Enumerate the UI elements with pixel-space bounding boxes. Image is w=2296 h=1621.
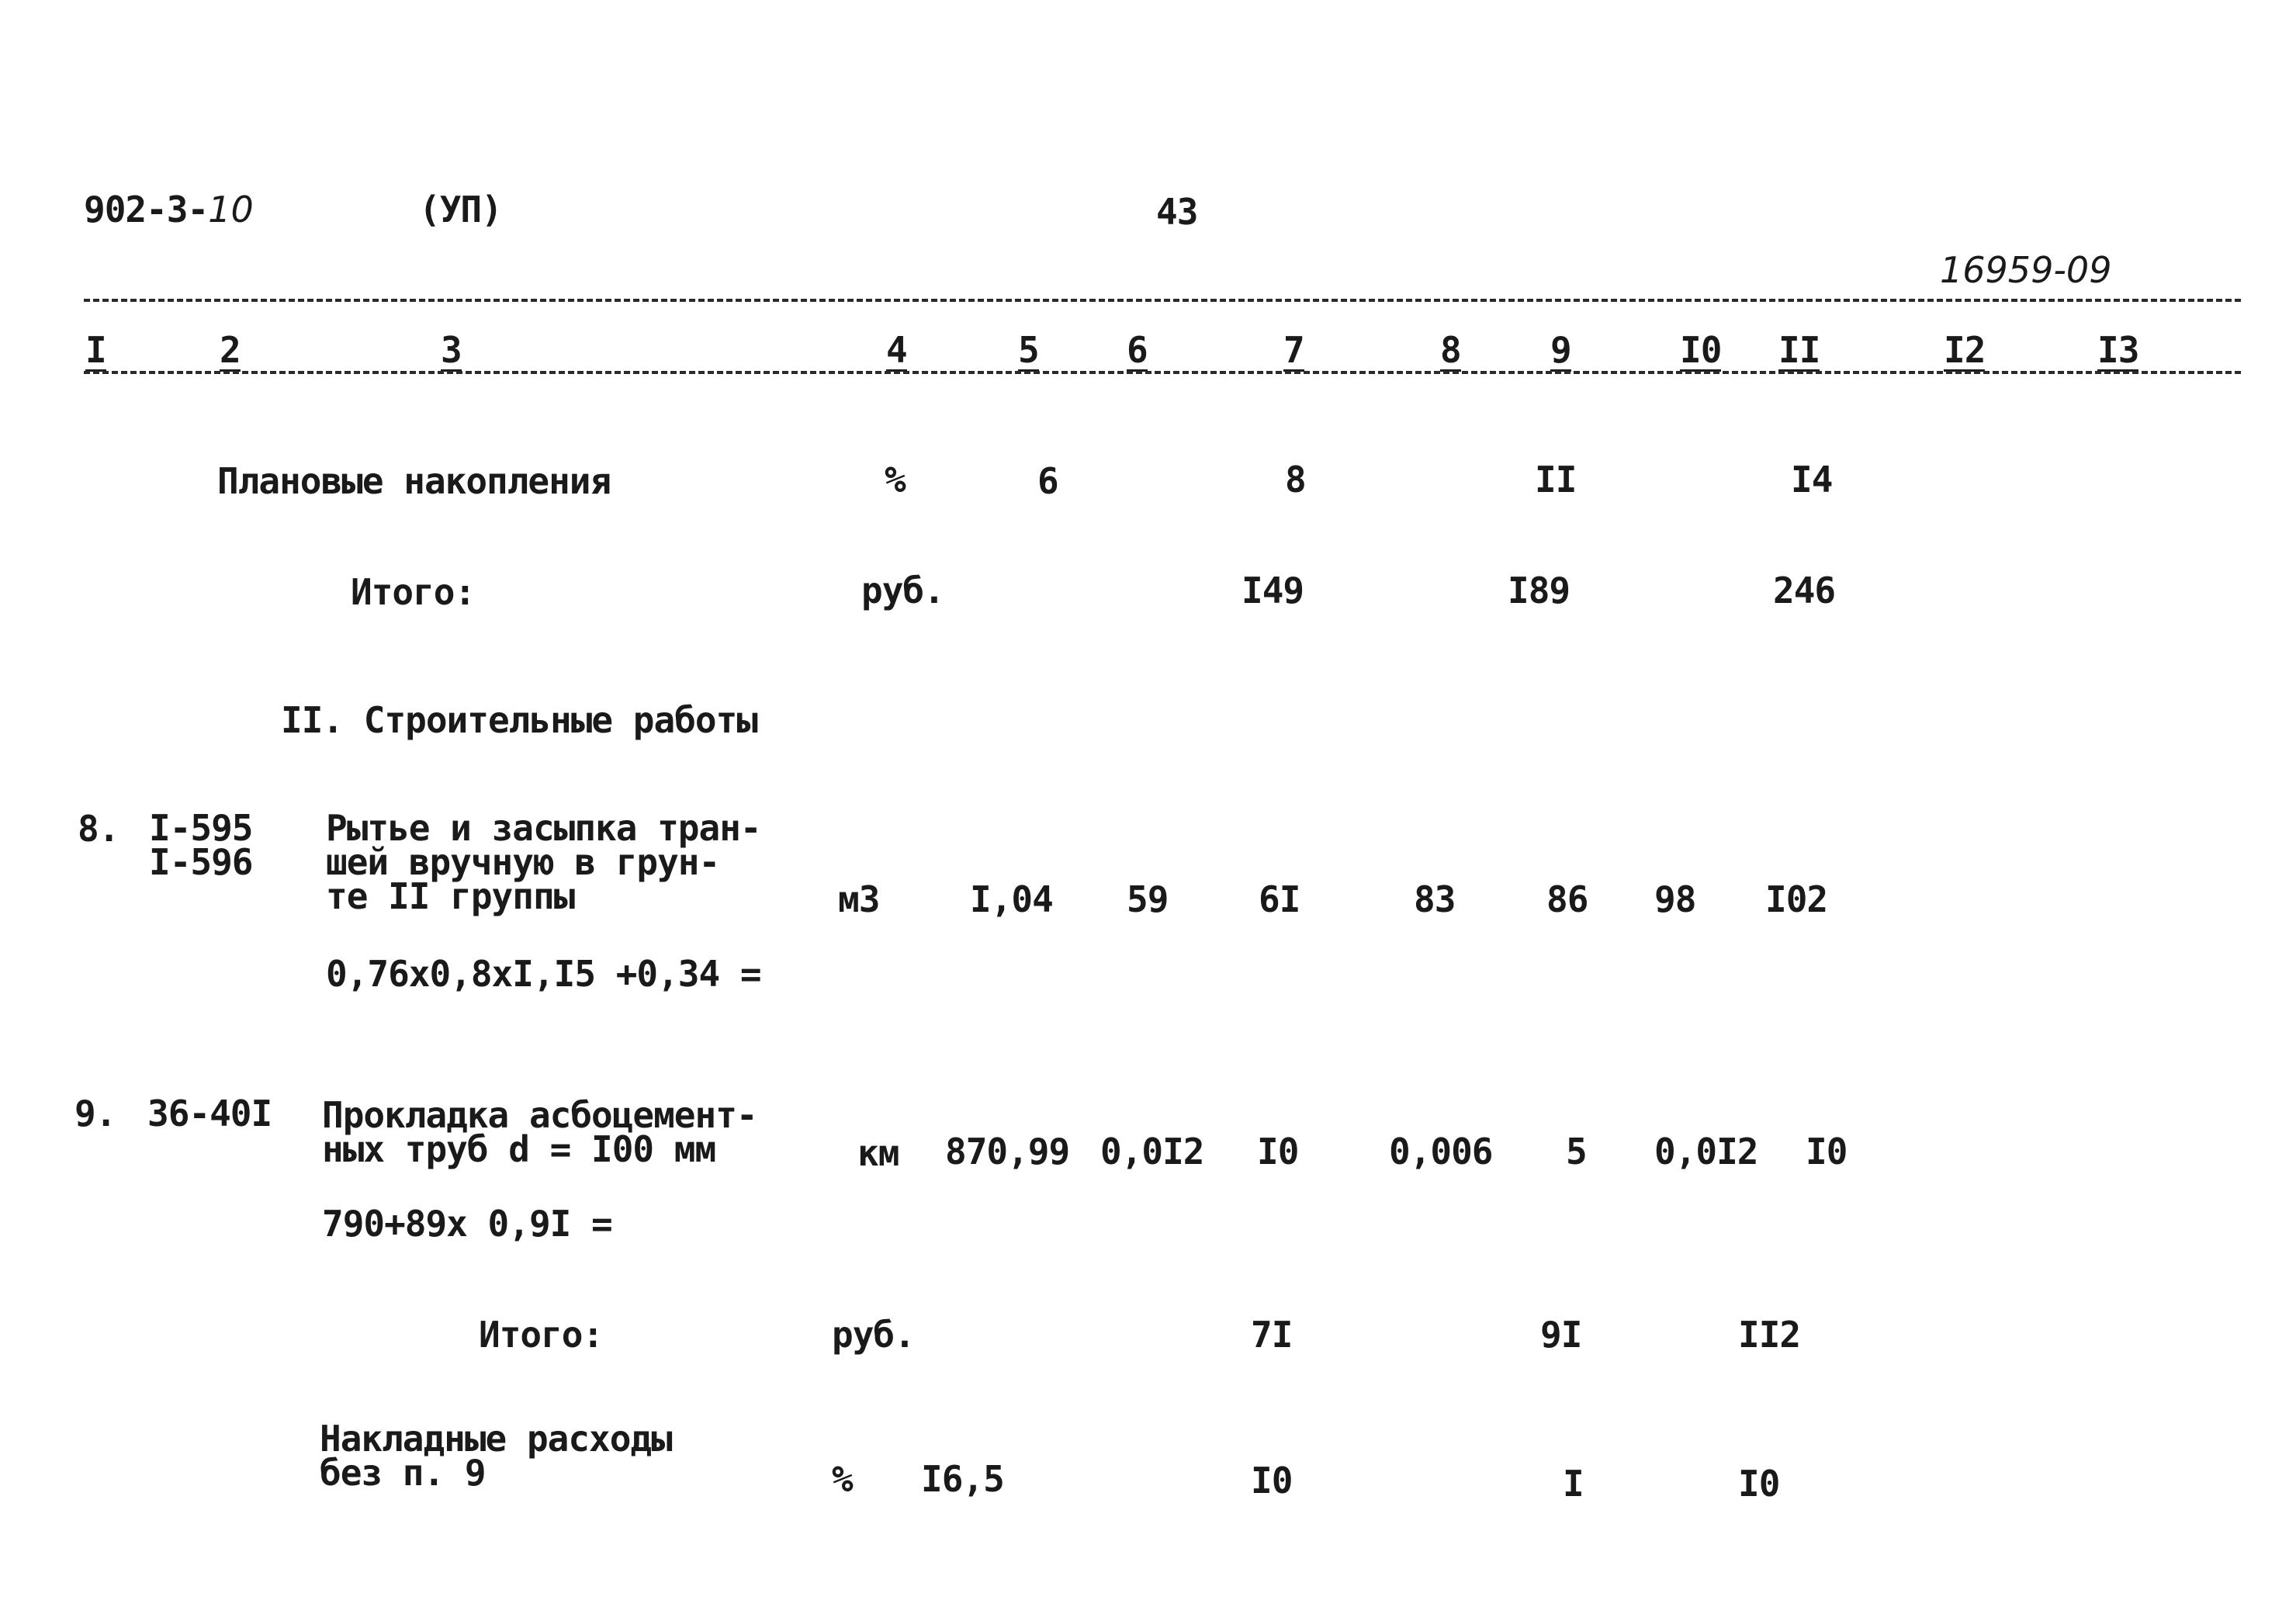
value-col-9: I: [1563, 1463, 1584, 1505]
value-col-7: 8: [1285, 459, 1306, 501]
column-number: 7: [1283, 329, 1304, 371]
column-number: 2: [220, 329, 241, 371]
value-col-9: II: [1535, 459, 1577, 501]
unit: %: [832, 1458, 853, 1500]
column-number: 3: [441, 329, 462, 371]
section-title: II. Строительные работы: [281, 699, 757, 741]
value-col-11: II2: [1738, 1314, 1801, 1356]
value-col-9: I89: [1508, 570, 1570, 611]
column-number: I: [85, 329, 106, 371]
column-number: I3: [2097, 329, 2139, 371]
unit: руб.: [832, 1314, 915, 1356]
value-col-7: 6I: [1259, 878, 1300, 920]
label-line: без п. 9: [320, 1452, 486, 1494]
value-col-7: I0: [1251, 1460, 1293, 1502]
value-col-9: 86: [1546, 878, 1588, 920]
value-col-9: 5: [1566, 1131, 1587, 1172]
unit: м3: [838, 878, 880, 920]
item-formula: 790+89х 0,9I =: [322, 1203, 612, 1245]
header-dashed-rule: [84, 299, 2241, 302]
value-col-8: 0,006: [1389, 1131, 1493, 1172]
row-label: Итого:: [351, 571, 476, 613]
description-line: Рытье и засыпка тран-: [326, 807, 761, 849]
section-mark: (УП): [419, 189, 502, 230]
item-formula: 0,76х0,8хI,I5 +0,34 =: [326, 953, 761, 995]
value-col-10: 98: [1654, 878, 1696, 920]
column-number: 8: [1440, 329, 1461, 371]
row-label: Итого:: [479, 1314, 604, 1356]
value-col-11: I0: [1806, 1131, 1848, 1172]
doc-code-printed: 902-3-: [84, 189, 209, 230]
unit: %: [885, 459, 906, 501]
value-col-6: 59: [1127, 878, 1169, 920]
row-label: Плановые накопления: [217, 460, 611, 502]
columns-dashed-rule: [84, 371, 2241, 374]
item-number: 8.: [78, 808, 119, 850]
value-col-11: 246: [1773, 570, 1836, 611]
item-description: [326, 807, 761, 917]
item-code: I-596: [149, 841, 253, 883]
value-col-10: 0,0I2: [1654, 1131, 1758, 1172]
label-line: Накладные расходы: [320, 1418, 672, 1460]
unit: руб.: [861, 570, 944, 611]
column-number: I2: [1944, 329, 1986, 371]
item-number: 9.: [74, 1093, 116, 1134]
item-codes: [149, 807, 253, 883]
value-col-7: I49: [1242, 570, 1304, 611]
value-col-5: 6: [1037, 460, 1058, 502]
value-col-7: 7I: [1251, 1314, 1293, 1356]
value-col-9: 9I: [1540, 1314, 1582, 1356]
page-number: 43: [1156, 191, 1198, 233]
doc-code: [84, 189, 254, 230]
description-line: ных труб d = I00 мм: [322, 1128, 716, 1170]
column-number: II: [1778, 329, 1820, 371]
column-number: 4: [886, 329, 907, 371]
column-number: 6: [1127, 329, 1148, 371]
value-col-11: I02: [1765, 878, 1828, 920]
description-line: те II группы: [326, 875, 575, 917]
column-number: I0: [1680, 329, 1722, 371]
item-code: I-595: [149, 807, 253, 849]
unit: км: [857, 1132, 899, 1174]
column-number: 5: [1018, 329, 1039, 371]
description-line: Прокладка асбоцемент-: [322, 1094, 757, 1136]
item-code: 36-40I: [147, 1093, 272, 1134]
value-col-11: I4: [1791, 459, 1833, 501]
doc-code-handwritten: 10: [208, 189, 254, 230]
value-col-5: 870,99: [945, 1131, 1070, 1172]
description-line: шей вручную в грун-: [326, 841, 720, 883]
item-description: [322, 1094, 757, 1170]
column-number: 9: [1550, 329, 1571, 371]
value-col-5: I6,5: [921, 1458, 1004, 1500]
value-col-5: I,04: [970, 878, 1053, 920]
value-col-8: 83: [1414, 878, 1456, 920]
value-col-6: 0,0I2: [1100, 1131, 1204, 1172]
value-col-7: I0: [1257, 1131, 1299, 1172]
row-label: [320, 1418, 672, 1494]
inventory-number: 16959-09: [1940, 249, 2112, 291]
value-col-11: I0: [1738, 1463, 1780, 1505]
